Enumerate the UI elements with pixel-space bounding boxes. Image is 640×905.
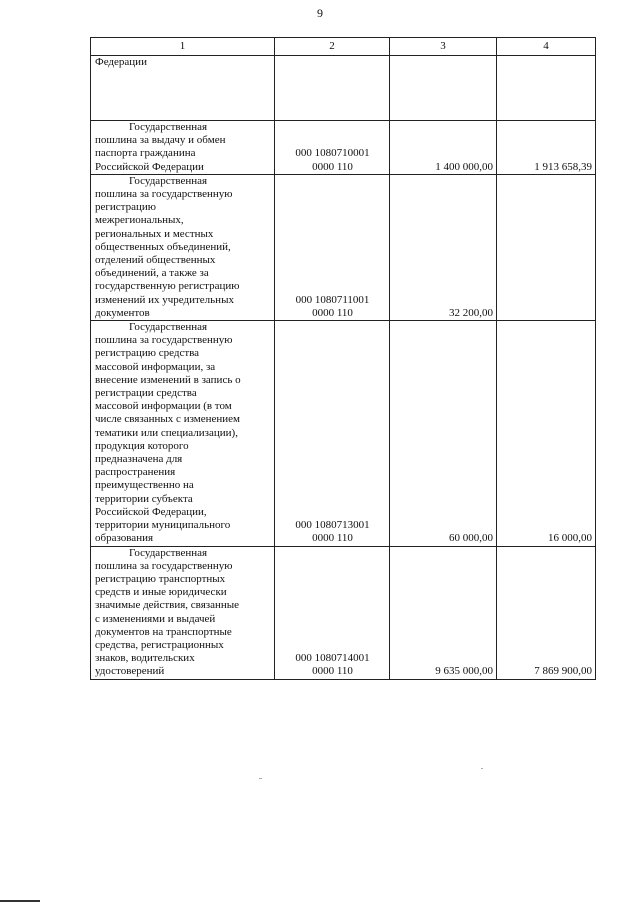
row-col3-value: 1 400 000,00: [390, 121, 497, 175]
row-name: [91, 321, 275, 546]
row-name-line: знаков, водительских: [95, 652, 195, 665]
row-code: [275, 321, 390, 546]
row-name-line: удостоверений: [95, 665, 165, 678]
row-name-line: тематики или специализации),: [95, 426, 238, 439]
row-code-line: 0000 110: [312, 306, 353, 319]
row-name-line: Государственная: [129, 546, 208, 559]
row-name-line: с изменениями и выдачей: [95, 612, 216, 625]
row-code: [275, 56, 390, 121]
header-col-2: 2: [275, 38, 390, 56]
header-col-4: 4: [497, 38, 596, 56]
row-name-line: регистрацию: [95, 201, 156, 214]
row-name-line: массовой информации (в том: [95, 400, 232, 413]
row-name-line: образования: [95, 532, 154, 545]
row-col3-value: 60 000,00: [390, 321, 497, 546]
row-col4-value: 1 913 658,39: [497, 121, 596, 175]
row-name-line: государственную регистрацию: [95, 280, 240, 293]
row-name-line: средства, регистрационных: [95, 638, 224, 651]
row-name-line: Российской Федерации,: [95, 505, 207, 518]
row-name: [91, 56, 275, 121]
row-name-line: регистрацию средства: [95, 347, 200, 360]
row-name: [91, 121, 275, 175]
row-code: [275, 546, 390, 679]
row-name-line: Государственная: [129, 321, 208, 334]
scan-artifact: [259, 778, 262, 779]
table-header-row: [91, 38, 596, 56]
row-name-line: пошлина за выдачу и обмен: [95, 134, 226, 147]
row-name-line: пошлина за государственную: [95, 559, 233, 572]
row-name-line: документов на транспортные: [95, 625, 232, 638]
page-number: 9: [317, 6, 323, 20]
row-name: [91, 546, 275, 679]
row-code-line: 000 1080714001: [295, 652, 370, 665]
row-name-line: пошлина за государственную: [95, 334, 233, 347]
row-code-line: 000 1080710001: [295, 147, 370, 160]
scan-artifact: [481, 768, 483, 769]
table-row: [91, 321, 596, 546]
row-code-line: 0000 110: [312, 160, 353, 173]
row-name-line: Российской Федерации: [95, 160, 204, 173]
revenue-table: [90, 37, 596, 680]
row-name: [91, 174, 275, 320]
row-name-line: преимущественно на: [95, 479, 194, 492]
row-col3-value: 32 200,00: [390, 174, 497, 320]
row-name-line: региональных и местных: [95, 227, 214, 240]
row-name-line: распространения: [95, 466, 176, 479]
row-name-line: средств и иные юридически: [95, 586, 227, 599]
table-row: [91, 56, 596, 121]
row-name-line: документов: [95, 306, 150, 319]
row-name-line: объединений, а также за: [95, 267, 209, 280]
row-code-line: 000 1080711001: [295, 293, 370, 306]
row-col4-value: 7 869 900,00: [497, 546, 596, 679]
row-name-line: территории субъекта: [95, 492, 193, 505]
row-code-line: 0000 110: [312, 665, 353, 678]
row-name-line: изменений их учредительных: [95, 293, 234, 306]
row-code-line: 0000 110: [312, 532, 353, 545]
row-code: [275, 121, 390, 175]
row-code-line: 000 1080713001: [295, 519, 370, 532]
row-col4-value: 16 000,00: [497, 321, 596, 546]
row-code: [275, 174, 390, 320]
row-name-line: массовой информации, за: [95, 360, 216, 373]
row-name-line: Государственная: [129, 121, 208, 133]
table-row: [91, 121, 596, 175]
header-col-3: 3: [390, 38, 497, 56]
row-name-line: отделений общественных: [95, 254, 216, 267]
row-name-line: Федерации: [95, 56, 147, 68]
row-name-line: продукция которого: [95, 439, 189, 452]
row-name-line: внесение изменений в запись о: [95, 373, 241, 386]
row-col4-value: [497, 174, 596, 320]
row-name-line: Государственная: [129, 174, 208, 187]
row-name-line: регистрации средства: [95, 387, 197, 400]
row-col4-value: [497, 56, 596, 121]
page-edge-mark: [0, 900, 40, 902]
row-name-line: территории муниципального: [95, 519, 231, 532]
table-row: [91, 546, 596, 679]
row-col3-value: 9 635 000,00: [390, 546, 497, 679]
row-col3-value: [390, 56, 497, 121]
table-row: [91, 174, 596, 320]
header-col-1: 1: [91, 38, 275, 56]
row-name-line: значимые действия, связанные: [95, 599, 240, 612]
row-name-line: числе связанных с изменением: [95, 413, 240, 426]
row-name-line: пошлина за государственную: [95, 188, 233, 201]
row-name-line: регистрацию транспортных: [95, 572, 226, 585]
row-name-line: предназначена для: [95, 453, 183, 466]
row-name-line: общественных объединений,: [95, 240, 231, 253]
row-name-line: паспорта гражданина: [95, 147, 196, 160]
row-name-line: межрегиональных,: [95, 214, 184, 227]
